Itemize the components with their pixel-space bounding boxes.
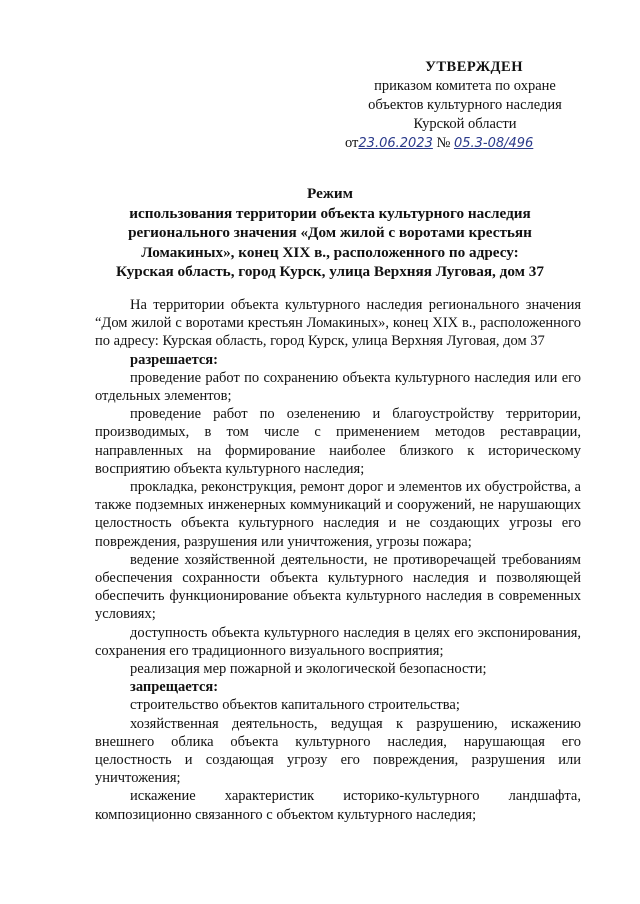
title-line-2: использования территории объекта культурного наследия — [129, 204, 531, 222]
approval-block — [345, 58, 585, 153]
allowed-item: проведение работ по озеленению и благоустройству территории, производимых, в том числе с применением методов реставрации, направленных на формирование наиболее близкого к историческому восприятию объекта культурного наследия; — [95, 406, 581, 477]
allowed-item: прокладка, реконструкция, ремонт дорог и элементов их обустройства, а также подземных инженерных коммуникаций и сооружений, не нарушающих целостность объекта культурного наследия и не создающих угрозы его повреждения, разрушения или уничтожения, угрозы пожара; — [95, 479, 581, 550]
allowed-heading: разрешается: — [130, 351, 218, 368]
allowed-item: реализация мер пожарной и экологической безопасности; — [130, 661, 487, 678]
title-line-3: регионального значения «Дом жилой с воротами крестьян — [128, 224, 532, 241]
intro-paragraph: На территории объекта культурного наследия регионального значения “Дом жилой с воротами крестьян Ломакиных», конец XIX в., расположенного по адресу: Курская область, город Курск, улица Верхняя Луговая, дом 37 — [95, 297, 581, 350]
allowed-item: проведение работ по сохранению объекта культурного наследия или его отдельных элементов; — [95, 369, 581, 405]
document-title — [80, 184, 580, 282]
title-line-4: Ломакиных», конец XIX в., расположенного по адресу: — [141, 243, 519, 261]
forbidden-item: хозяйственная деятельность, ведущая к разрушению, искажению внешнего облика объекта культурного наследия, нарушающая его целостность и создающая угрозу его повреждения, разрушения или уничтожения; — [95, 715, 581, 787]
order-date: 23.06.2023 — [358, 136, 433, 151]
document-body — [95, 296, 581, 824]
order-number: 05.3-08/496 — [453, 136, 534, 151]
allowed-item: ведение хозяйственной деятельности, не противоречащей требованиям обеспечения сохранности объекта культурного наследия и позволяющей обеспечить функционирование объекта культурного наследия в современных условиях; — [95, 551, 581, 623]
forbidden-item: искажение характеристик историко-культурного ландшафта, композиционно связанного с объектом культурного наследия; — [95, 788, 581, 823]
forbidden-heading: запрещается: — [130, 679, 219, 696]
approval-line-1: приказом комитета по охране — [374, 78, 556, 94]
approval-line-2: объектов культурного наследия — [368, 97, 562, 113]
title-line-5: Курская область, город Курск, улица Верхняя Луговая, дом 37 — [116, 263, 544, 280]
from-label: от — [345, 135, 359, 151]
order-date-number — [345, 134, 585, 153]
approved-heading: УТВЕРЖДЕН — [425, 59, 523, 75]
title-line-1: Режим — [307, 185, 353, 202]
forbidden-item: строительство объектов капитального строительства; — [130, 697, 460, 714]
allowed-item: доступность объекта культурного наследия в целях его экспонирования, сохранения его традиционного визуального восприятия; — [95, 624, 581, 659]
number-label: № — [436, 135, 451, 151]
approval-line-3: Курской области — [413, 116, 517, 132]
